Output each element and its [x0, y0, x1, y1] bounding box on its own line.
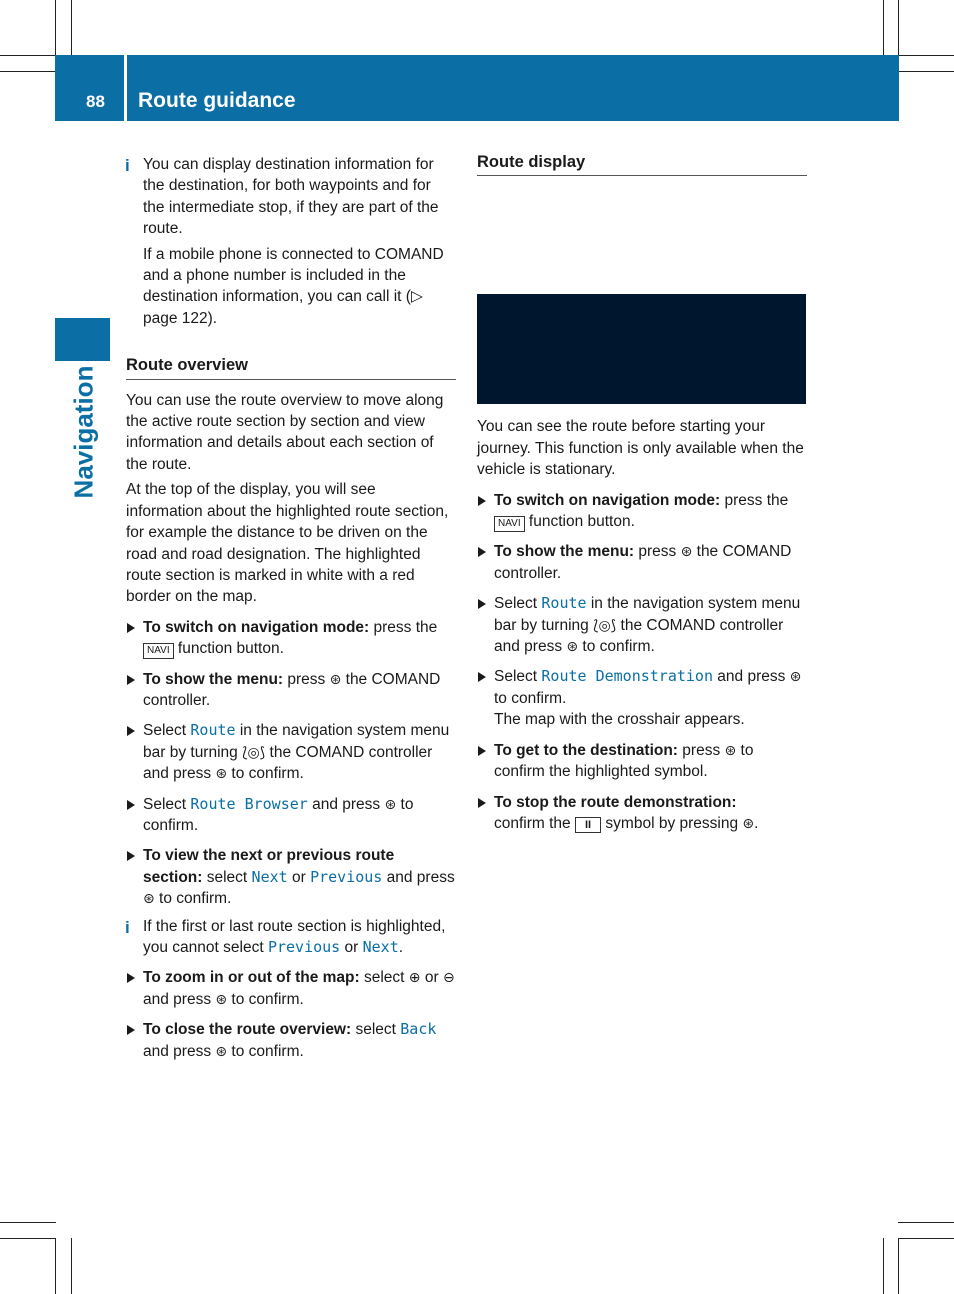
- step-text: in the navigation system menu bar by turning: [143, 722, 450, 761]
- info-text: You can display destination information for the destination, for both waypoints and for the intermediate stop, if they are part of the route.: [143, 156, 439, 238]
- step-text: function button.: [524, 513, 635, 531]
- instruction-step: [126, 794, 456, 837]
- step-text: confirm the: [494, 814, 575, 832]
- paragraph: At the top of the display, you will see information about the highlighted route section, for example the distance to be driven on the road and road designation. The highlighted route section is marked in white with a red border on the map.: [126, 481, 449, 606]
- side-tab-block: [55, 318, 110, 361]
- step-text: to confirm.: [227, 1042, 304, 1060]
- step-title: To switch on navigation mode:: [143, 618, 370, 636]
- instruction-step: [126, 1019, 456, 1062]
- step-text: and press: [143, 1042, 216, 1060]
- step-arrow-icon: [478, 496, 486, 506]
- press-controller-icon: ⊛: [215, 1042, 228, 1059]
- crop-mark: [898, 1238, 954, 1239]
- crop-mark: [0, 71, 56, 72]
- step-text: to confirm.: [227, 765, 304, 783]
- navi-button-icon: NAVI: [494, 516, 525, 532]
- step-title: To close the route overview:: [143, 1021, 352, 1039]
- crop-mark: [0, 55, 56, 56]
- step-text: Select: [494, 668, 542, 686]
- info-note: [126, 916, 456, 959]
- crop-mark: [55, 0, 56, 56]
- step-text: symbol by pressing: [601, 814, 743, 832]
- info-text-part: .: [398, 939, 404, 956]
- zoom-in-icon: ⊕: [408, 969, 421, 986]
- ui-term: Route Browser: [190, 794, 308, 813]
- crop-mark: [0, 1238, 56, 1239]
- crop-mark: [71, 0, 72, 56]
- step-text: press the: [720, 491, 789, 509]
- step-text: select: [202, 868, 252, 886]
- crop-mark: [898, 1222, 954, 1223]
- step-text: and press: [307, 795, 385, 813]
- step-text: press: [283, 670, 330, 688]
- press-controller-icon: ⊛: [143, 890, 155, 907]
- step-text: Select: [143, 795, 191, 813]
- step-text: to confirm.: [154, 890, 232, 908]
- step-text: the COMAND controller.: [143, 670, 441, 709]
- info-icon: i: [125, 917, 130, 937]
- step-text: to confirm.: [143, 795, 414, 834]
- crop-mark: [0, 1222, 56, 1223]
- section-heading: Route display: [477, 152, 807, 176]
- step-result: The map with the crosshair appears.: [494, 711, 745, 729]
- instruction-step: [126, 845, 456, 909]
- step-text: the COMAND controller and press: [494, 616, 784, 656]
- step-arrow-icon: [127, 851, 135, 861]
- step-text: press the: [369, 618, 438, 636]
- step-text: to confirm the highlighted symbol.: [494, 741, 754, 781]
- crop-mark: [898, 1238, 899, 1294]
- step-arrow-icon: [478, 798, 486, 808]
- press-controller-icon: ⊛: [680, 543, 693, 560]
- instruction-step: [126, 617, 456, 660]
- paragraph: You can see the route before starting your journey. This function is only available when the vehicle is stationary.: [477, 418, 804, 479]
- ui-term: Route Demonstration: [541, 667, 713, 686]
- crop-mark: [898, 0, 899, 56]
- press-controller-icon: ⊛: [566, 638, 579, 655]
- step-text: and press: [143, 990, 216, 1008]
- press-controller-icon: ⊛: [789, 668, 802, 685]
- info-text: [143, 916, 456, 959]
- info-text-part: or: [340, 939, 363, 956]
- zoom-out-icon: ⊖: [442, 969, 455, 986]
- step-text: select: [359, 969, 409, 987]
- navi-button-icon: NAVI: [143, 643, 174, 659]
- press-controller-icon: ⊛: [742, 814, 755, 831]
- ui-term: Route: [541, 594, 587, 613]
- step-text: press: [634, 543, 681, 561]
- step-text: the COMAND controller.: [494, 543, 792, 582]
- step-arrow-icon: [127, 973, 135, 983]
- step-text: the COMAND controller and press: [143, 743, 433, 783]
- step-text: Select: [494, 595, 542, 613]
- chapter-title: Route guidance: [138, 89, 296, 112]
- press-controller-icon: ⊛: [215, 765, 228, 782]
- info-icon: i: [125, 156, 130, 175]
- paragraph: You can use the route overview to move along the active route section by section and view information and details about each section of the route.: [126, 391, 444, 473]
- press-controller-icon: ⊛: [215, 990, 228, 1007]
- ui-term: Route: [190, 721, 236, 740]
- step-arrow-icon: [478, 746, 486, 756]
- step-arrow-icon: [127, 1025, 135, 1035]
- left-column: [126, 154, 456, 1062]
- step-text: function button.: [173, 640, 284, 658]
- step-text: .: [754, 814, 759, 832]
- section-body: [126, 390, 456, 608]
- step-title: To stop the route demonstration:: [494, 793, 737, 811]
- step-arrow-icon: [127, 726, 135, 736]
- crop-mark: [898, 71, 954, 72]
- info-text: If a mobile phone is connected to COMAND and a phone number is included in the destination information, you can call it (▷ page 122).: [143, 245, 444, 327]
- instruction-step: [126, 669, 456, 712]
- crop-mark: [898, 55, 954, 56]
- step-text: and press: [382, 868, 455, 886]
- turn-controller-icon: ⟅◎⟆: [242, 743, 266, 760]
- step-text: Select: [143, 722, 191, 740]
- section-tab-label: Navigation: [68, 365, 99, 499]
- step-text: and press: [712, 668, 790, 686]
- instruction-step: [126, 967, 456, 1010]
- step-title: To zoom in or out of the map:: [143, 969, 360, 987]
- step-title: To get to the destination:: [494, 741, 678, 759]
- section-heading: Route overview: [126, 355, 456, 379]
- press-controller-icon: ⊛: [384, 795, 397, 812]
- step-arrow-icon: [478, 599, 486, 609]
- step-text: or: [420, 969, 443, 987]
- header-divider: [124, 55, 127, 121]
- step-arrow-icon: [127, 800, 135, 810]
- ui-term: Previous: [310, 867, 383, 886]
- step-arrow-icon: [127, 623, 135, 633]
- step-text: to confirm.: [227, 990, 304, 1008]
- info-note: [126, 154, 456, 329]
- step-title: To view the next or previous route section:: [143, 847, 395, 886]
- step-text: to confirm.: [578, 638, 655, 656]
- step-text: to confirm.: [494, 689, 567, 707]
- step-arrow-icon: [478, 547, 486, 557]
- turn-controller-icon: ⟅◎⟆: [593, 616, 617, 633]
- instruction-step: [477, 490, 807, 533]
- ui-term: Next: [362, 938, 399, 956]
- step-arrow-icon: [478, 672, 486, 682]
- instruction-step: [477, 593, 807, 657]
- ui-term: Next: [251, 867, 288, 886]
- right-column: [477, 152, 807, 834]
- step-text: select: [351, 1021, 401, 1039]
- step-arrow-icon: [127, 675, 135, 685]
- step-title: To show the menu:: [494, 543, 635, 561]
- crop-mark: [883, 0, 884, 56]
- step-title: To switch on navigation mode:: [494, 491, 721, 509]
- instruction-step: [477, 740, 807, 783]
- instruction-step: [477, 541, 807, 584]
- step-title: To show the menu:: [143, 670, 284, 688]
- crop-mark: [883, 1238, 884, 1294]
- route-display-screen-image: [477, 294, 806, 404]
- step-text: press: [677, 741, 725, 759]
- instruction-step: [477, 666, 807, 730]
- step-text: in the navigation system menu bar by turning: [494, 595, 801, 634]
- press-controller-icon: ⊛: [724, 741, 737, 758]
- press-controller-icon: ⊛: [329, 670, 342, 687]
- instruction-step: [126, 720, 456, 784]
- crop-mark: [55, 1238, 56, 1294]
- ui-term: Previous: [267, 938, 341, 956]
- instruction-step: [477, 792, 807, 835]
- page-number: 88: [86, 92, 105, 111]
- crop-mark: [71, 1238, 72, 1294]
- step-text: or: [287, 868, 311, 886]
- pause-icon: II: [575, 817, 601, 833]
- info-text-part: If the first or last route section is highlighted, you cannot select: [143, 917, 446, 956]
- ui-term: Back: [400, 1020, 437, 1039]
